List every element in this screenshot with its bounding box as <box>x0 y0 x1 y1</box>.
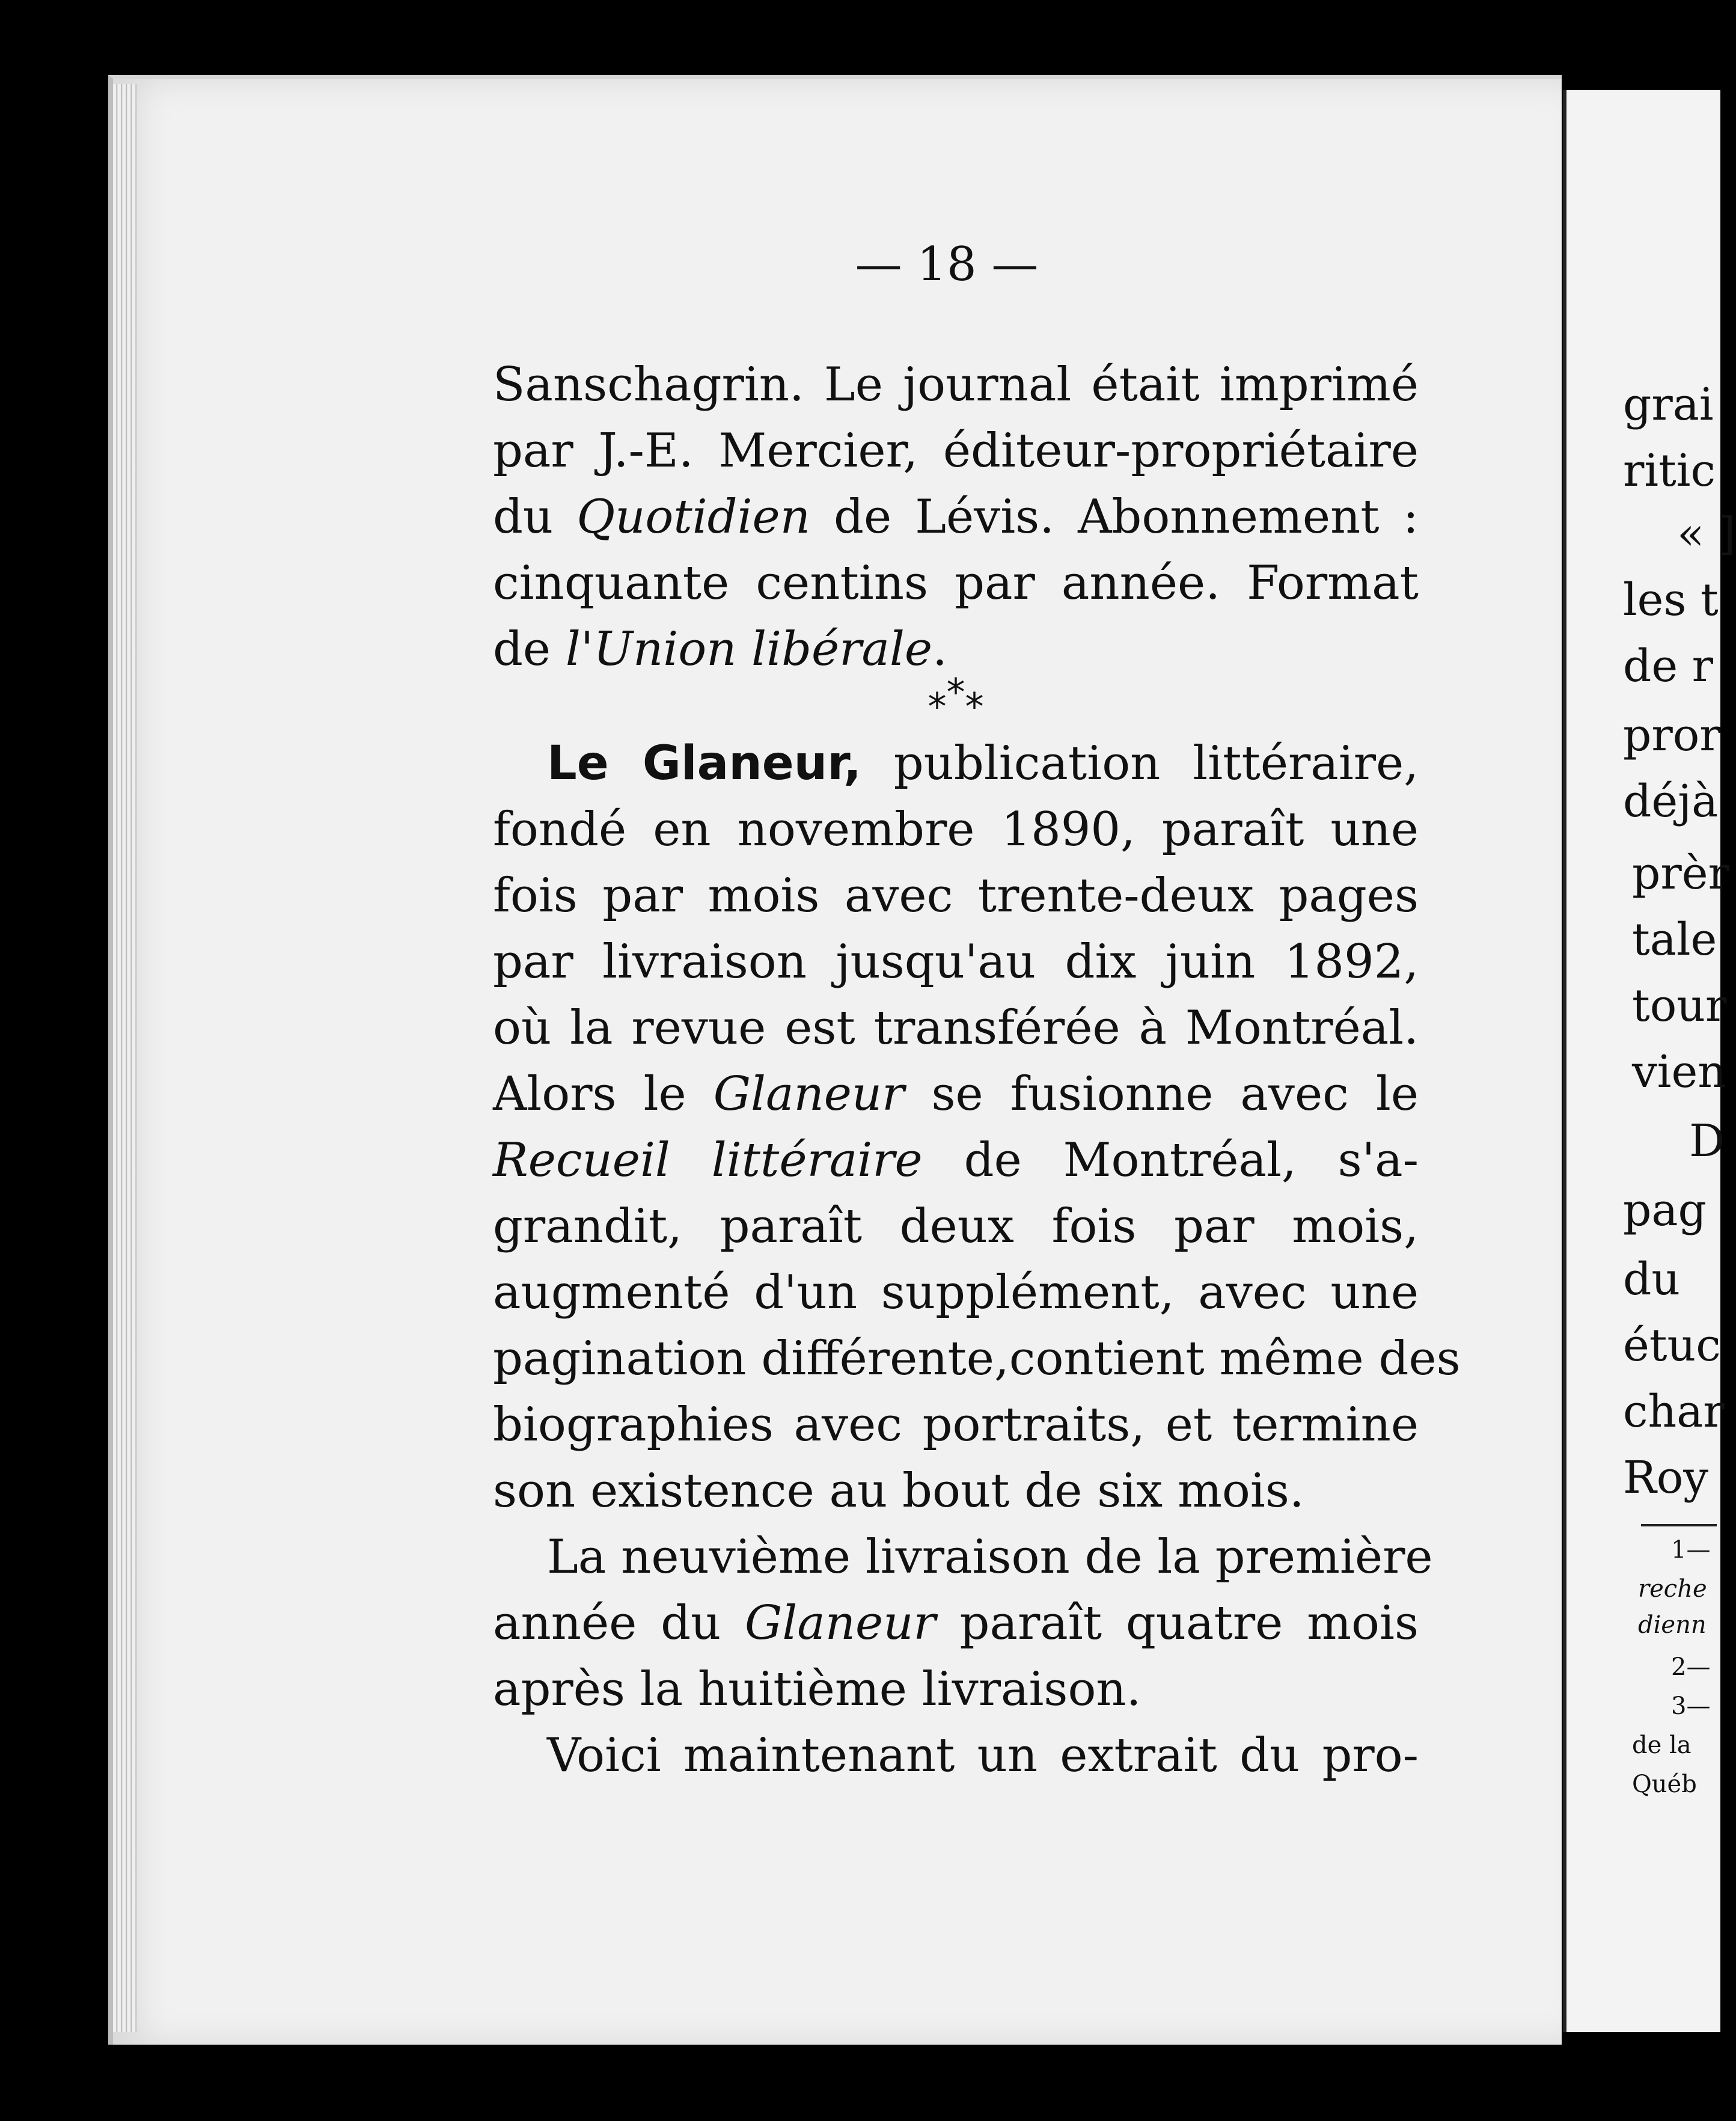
paragraph-line: où la revue est transférée à Montréal. <box>493 1001 1419 1055</box>
paragraph-line: grandit, paraît deux fois par mois, <box>493 1199 1419 1253</box>
footnote-fragment: 3— <box>1671 1692 1711 1720</box>
right-page-line: grai <box>1623 379 1714 430</box>
text-run: du <box>493 490 577 544</box>
text-run: de Lévis. Abonnement : <box>810 490 1419 544</box>
paragraph-line: Voici maintenant un extrait du pro- <box>547 1728 1419 1783</box>
footnote-rule <box>1641 1524 1717 1526</box>
periodical-title: Recueil littéraire <box>493 1133 923 1187</box>
right-page-line: vien <box>1632 1046 1726 1098</box>
periodical-title: Quotidien <box>576 490 810 544</box>
right-page-line: tale <box>1632 914 1717 966</box>
right-page-line: Roy <box>1623 1452 1709 1504</box>
asterisk: * <box>928 685 947 729</box>
paragraph-line: fondé en novembre 1890, paraît une <box>493 803 1419 857</box>
right-page-line: char <box>1623 1386 1725 1437</box>
paragraph-line: par J.-E. Mercier, éditeur-propriétaire <box>493 424 1419 478</box>
right-page-line: D <box>1689 1115 1725 1167</box>
paragraph-line <box>493 1590 1419 1656</box>
section-separator <box>890 670 1022 729</box>
right-page-line: les t <box>1623 574 1719 626</box>
asterisk: * <box>946 670 965 714</box>
paragraph-line: son existence au bout de six mois. <box>493 1464 1304 1518</box>
paragraph-line: Sanschagrin. Le journal était imprimé <box>493 358 1419 412</box>
paragraph-3 <box>493 1524 1433 1722</box>
paragraph-line <box>493 1061 1419 1127</box>
right-page-line: prèr <box>1632 848 1729 899</box>
footnote-fragment: reche <box>1638 1575 1707 1603</box>
right-page-line: du <box>1623 1253 1681 1305</box>
text-run: se fusionne avec le <box>904 1067 1419 1121</box>
periodical-title: l'Union libérale <box>565 622 933 676</box>
right-page-line: de r <box>1623 640 1714 692</box>
right-page-line: ritic <box>1623 445 1716 497</box>
text-run: Alors le <box>493 1067 714 1121</box>
right-page-line: tour <box>1632 980 1727 1032</box>
paragraph-line: pagination différente,contient même des <box>493 1332 1461 1386</box>
paragraph-line: après la huitième livraison. <box>493 1662 1142 1716</box>
paragraph-2 <box>493 730 1461 1524</box>
paragraph-line <box>493 730 1419 797</box>
text-run: . <box>932 622 947 676</box>
paragraph-line: fois par mois avec trente-deux pages <box>493 869 1419 923</box>
paragraph-line: augmenté d'un supplément, avec une <box>493 1266 1419 1320</box>
paragraph-1 <box>493 352 1419 682</box>
paragraph-line <box>493 1127 1419 1193</box>
right-page-line: étuc <box>1623 1320 1721 1371</box>
text-run: de Montréal, s'a- <box>922 1133 1419 1187</box>
right-page-line: pag <box>1623 1184 1707 1236</box>
text-run: paraît quatre mois <box>935 1596 1419 1650</box>
paragraph-line <box>493 484 1419 550</box>
text-run: publication littéraire, <box>861 736 1419 791</box>
right-page-line: « ] <box>1677 508 1736 560</box>
right-page-line: pror <box>1623 709 1721 761</box>
footnote-fragment: 1— <box>1671 1536 1711 1564</box>
paragraph-4 <box>493 1722 1419 1789</box>
periodical-title: Glaneur <box>745 1596 936 1650</box>
paragraph-line: par livraison jusqu'au dix juin 1892, <box>493 935 1419 989</box>
text-run: année du <box>493 1596 745 1650</box>
footnote-fragment: Québ <box>1632 1771 1697 1798</box>
text-run: de <box>493 622 566 676</box>
paragraph-line: La neuvième livraison de la première <box>547 1530 1433 1584</box>
page-number: — 18 — <box>855 237 1039 292</box>
footnote-fragment: de la <box>1632 1731 1692 1759</box>
paragraph-line: cinquante centins par année. Format <box>493 556 1419 610</box>
periodical-title: Glaneur <box>713 1067 905 1121</box>
paragraph-line: biographies avec portraits, et termine <box>493 1398 1419 1452</box>
right-page-line: déjà <box>1623 776 1719 827</box>
publication-title: Le Glaneur, <box>547 736 861 791</box>
asterisk: * <box>965 685 984 729</box>
footnote-fragment: dienn <box>1638 1611 1707 1639</box>
page-edges <box>113 84 137 2032</box>
footnote-fragment: 2— <box>1671 1653 1711 1681</box>
